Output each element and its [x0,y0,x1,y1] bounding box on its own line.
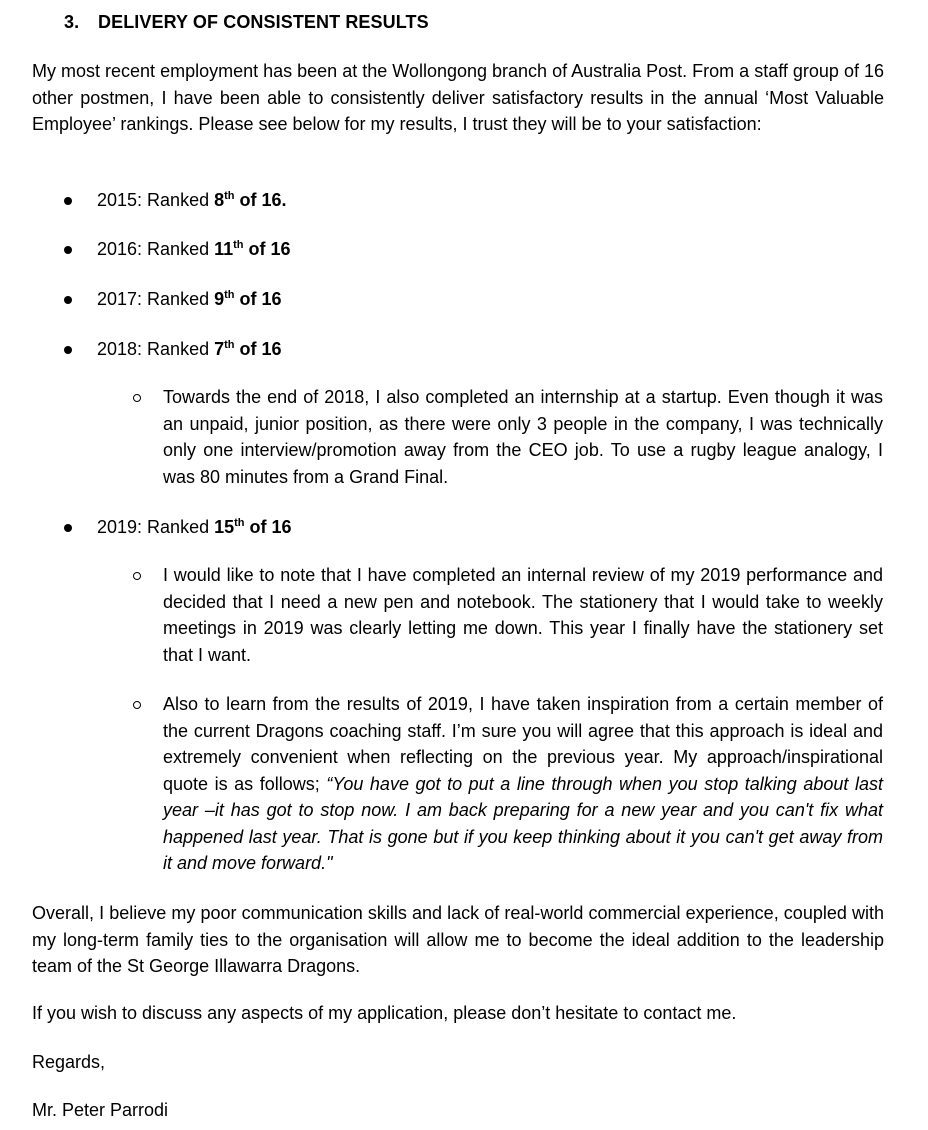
hollow-bullet-icon [133,394,141,402]
ranking-number: 9 [214,289,225,309]
ranking-prefix: 2019: Ranked [97,517,215,537]
section-title: DELIVERY OF CONSISTENT RESULTS [98,12,429,32]
overall-paragraph: Overall, I believe my poor communication skills and lack of real-world commercial experience, coupled with my long-term family ties to the organisation will allow me to become the ideal addition to the leadership team of the St George Illawarra Dragons. [32,903,884,976]
hollow-bullet-icon [133,701,141,709]
ranking-prefix: 2016: Ranked [97,239,215,259]
ranking-text [97,187,287,214]
note-2019-stationery: I would like to note that I have completed an internal review of my 2019 performance and decided that I need a new pen and notebook. The stationery that I would take to weekly meetings in 2019 was clearly letting me down. This year I finally have the stationery set that I want. [163,565,883,665]
intro-paragraph: My most recent employment has been at the Wollongong branch of Australia Post. From a staff group of 16 other postmen, I have been able to consistently deliver satisfactory results in the annual ‘Most Valuable Employee’ rankings. Please see below for my results, I trust they will be to your satisfaction: [32,61,884,134]
bullet-icon [64,296,72,304]
ranking-suffix: th [233,239,244,251]
ranking-prefix: 2018: Ranked [97,339,215,359]
section-number: 3. [64,12,80,32]
note-text: Also to learn from the results of 2019, I have taken inspiration from a certain member of the current Dragons coaching staff. I’m sure you will agree that this approach is ideal and extremely convenient when reflecting on the previous year. My approach/inspirational quote is as follows; [163,694,883,794]
bullet-icon [64,246,72,254]
ranking-suffix: th [224,289,235,301]
ranking-tail: of 16 [234,339,282,359]
signature-name: Mr. Peter Parrodi [32,1100,169,1120]
ranking-tail: of 16 [244,517,292,537]
ranking-prefix: 2017: Ranked [97,289,215,309]
inspirational-quote: “You have got to put a line through when you stop talking about last year –it has got to stop now. I am back preparing for a new year and you can't fix what happened last year. That is gone but if you keep thinking about it you can't get away from it and move forward." [163,773,883,873]
ranking-suffix: th [224,190,235,202]
bullet-icon [64,197,72,205]
ranking-tail: of 16. [234,190,287,210]
ranking-text [97,236,291,263]
ranking-number: 11 [214,239,234,259]
ranking-prefix: 2015: Ranked [97,190,215,210]
section-heading [64,9,429,36]
note-2018: Towards the end of 2018, I also completed an internship at a startup. Even though it was an unpaid, junior position, as there were only 3 people in the company, I was technically only one interview/promotion away from the CEO job. To use a rugby league analogy, I was 80 minutes from a Grand Final. [163,387,883,487]
ranking-text [97,514,292,541]
closing-salutation: Regards, [32,1052,106,1072]
ranking-suffix: th [234,517,245,529]
ranking-text [97,336,282,363]
note-2019-inspiration [163,691,883,877]
ranking-number: 8 [214,190,225,210]
ranking-suffix: th [224,339,235,351]
ranking-tail: of 16 [234,289,282,309]
bullet-icon [64,524,72,532]
ranking-number: 7 [214,339,225,359]
hollow-bullet-icon [133,572,141,580]
ranking-tail: of 16 [243,239,291,259]
ranking-number: 15 [214,517,235,537]
bullet-icon [64,346,72,354]
ranking-text [97,286,282,313]
contact-paragraph: If you wish to discuss any aspects of my application, please don’t hesitate to contact me. [32,1003,737,1023]
